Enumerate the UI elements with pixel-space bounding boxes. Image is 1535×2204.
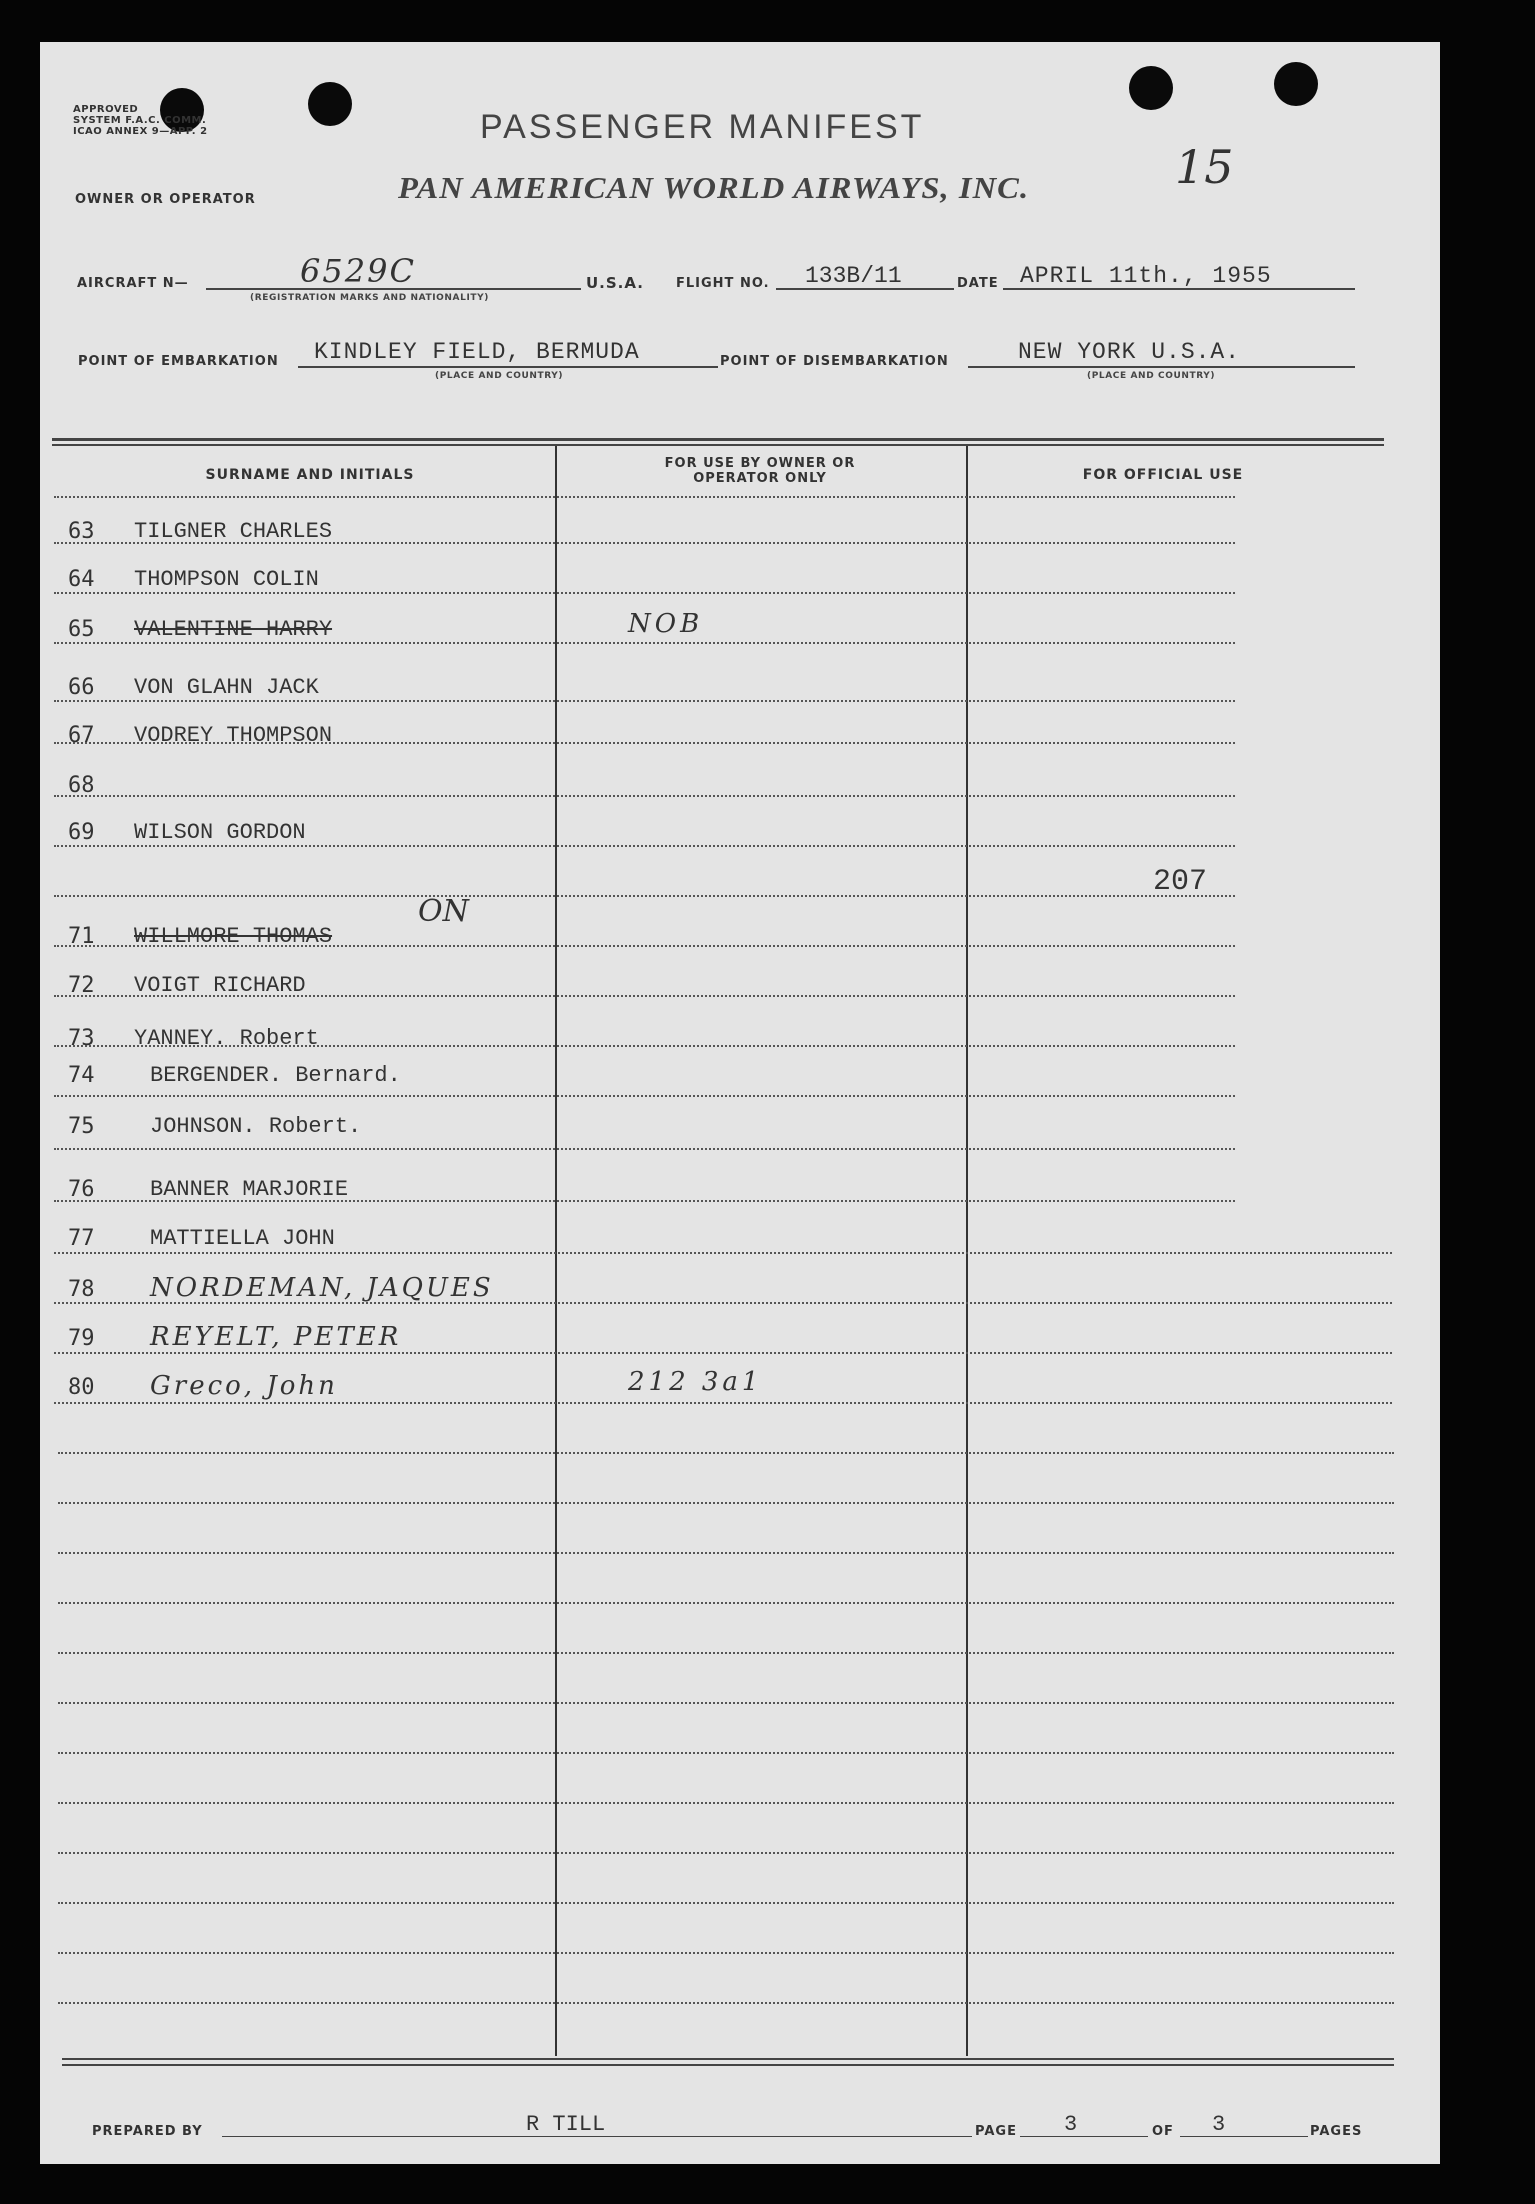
- of-label: OF: [1152, 2124, 1174, 2139]
- approval-line: SYSTEM F.A.C. COMM.: [73, 115, 207, 126]
- column-header-owner-use: FOR USE BY OWNER OR OPERATOR ONLY: [664, 456, 856, 486]
- pages-label: PAGES: [1310, 2124, 1363, 2139]
- row-number: 76: [68, 1177, 95, 1202]
- row-number: 69: [68, 820, 95, 845]
- row-number: 75: [68, 1114, 95, 1139]
- passenger-name: YANNEY. Robert: [134, 1026, 319, 1051]
- column-divider: [966, 446, 968, 2056]
- approval-line: APPROVED: [73, 104, 139, 115]
- row-rule: [58, 1902, 1394, 1904]
- prepared-by-label: PREPARED BY: [92, 2124, 203, 2139]
- disembark-caption: (PLACE AND COUNTRY): [1087, 371, 1216, 381]
- row-number: 66: [68, 675, 95, 700]
- column-divider: [555, 446, 557, 2056]
- date-label: DATE: [957, 276, 999, 291]
- column-header-surname: SURNAME AND INITIALS: [205, 467, 415, 483]
- page-label: PAGE: [975, 2124, 1017, 2139]
- date-value: APRIL 11th., 1955: [1020, 263, 1272, 289]
- row-rule: [54, 1252, 1392, 1254]
- row-number: 67: [68, 723, 95, 748]
- punch-hole: [1129, 66, 1173, 110]
- disembark-underline: [968, 366, 1355, 368]
- row-rule: [54, 592, 1235, 594]
- table-top-rule: [52, 444, 1384, 446]
- row-number: 71: [68, 924, 95, 949]
- of-underline: [1180, 2136, 1308, 2137]
- operator-note: ON: [418, 894, 469, 929]
- row-rule: [54, 1402, 1392, 1404]
- passenger-name: TILGNER CHARLES: [134, 519, 333, 544]
- punch-hole: [1274, 62, 1318, 106]
- disembark-value: NEW YORK U.S.A.: [1018, 339, 1241, 365]
- row-rule: [54, 642, 1235, 644]
- passenger-name: VON GLAHN JACK: [134, 675, 319, 700]
- embark-label: POINT OF EMBARKATION: [78, 354, 279, 369]
- passenger-name: NORDEMAN, JAQUES: [150, 1273, 494, 1303]
- row-rule: [58, 1852, 1394, 1854]
- table-bottom-rule: [62, 2058, 1394, 2060]
- passenger-name: BERGENDER. Bernard.: [150, 1063, 401, 1088]
- passenger-name: JOHNSON. Robert.: [150, 1114, 362, 1139]
- passenger-name: THOMPSON COLIN: [134, 567, 319, 592]
- corner-number: 15: [1175, 140, 1234, 194]
- passenger-name: VOIGT RICHARD: [134, 973, 306, 998]
- passenger-name: VALENTINE HARRY: [134, 617, 333, 642]
- embark-value: KINDLEY FIELD, BERMUDA: [314, 339, 640, 365]
- passenger-name: BANNER MARJORIE: [150, 1177, 349, 1202]
- page-title: PASSENGER MANIFEST: [480, 108, 925, 146]
- punch-hole: [308, 82, 352, 126]
- airline-name: PAN AMERICAN WORLD AIRWAYS, INC.: [398, 170, 1030, 205]
- row-number: 64: [68, 567, 95, 592]
- operator-note: 212 3a1: [628, 1367, 763, 1397]
- row-number: 68: [68, 773, 95, 798]
- approval-stamp: [73, 104, 208, 137]
- page-value: 3: [1064, 2112, 1078, 2137]
- table-bottom-rule: [62, 2064, 1394, 2066]
- row-number: 65: [68, 617, 95, 642]
- row-rule: [54, 496, 1235, 498]
- row-number: 78: [68, 1277, 95, 1302]
- row-rule: [58, 1502, 1394, 1504]
- operator-note: NOB: [628, 609, 704, 639]
- row-number: 73: [68, 1026, 95, 1051]
- row-rule: [54, 845, 1235, 847]
- column-header-official-use: FOR OFFICIAL USE: [1082, 467, 1244, 483]
- passenger-name: VODREY THOMPSON: [134, 723, 333, 748]
- row-rule: [54, 895, 1235, 897]
- usa-label: U.S.A.: [586, 274, 644, 292]
- row-rule: [58, 1602, 1394, 1604]
- prepared-by-value: R TILL: [526, 2112, 606, 2137]
- row-rule: [54, 795, 1235, 797]
- flight-label: FLIGHT NO.: [676, 276, 770, 291]
- row-rule: [58, 1952, 1394, 1954]
- row-number: 63: [68, 519, 95, 544]
- table-top-rule: [52, 438, 1384, 441]
- passenger-name: WILLMORE THOMAS: [134, 924, 333, 949]
- row-rule: [54, 1095, 1235, 1097]
- aircraft-label: AIRCRAFT N—: [77, 276, 189, 291]
- approval-line: ICAO ANNEX 9—APP. 2: [73, 126, 208, 137]
- row-number: 77: [68, 1226, 95, 1251]
- page-underline: [1020, 2136, 1148, 2137]
- row-rule: [58, 1552, 1394, 1554]
- row-rule: [58, 1802, 1394, 1804]
- passenger-name: WILSON GORDON: [134, 820, 306, 845]
- embark-underline: [298, 366, 718, 368]
- row-number: 72: [68, 973, 95, 998]
- embark-caption: (PLACE AND COUNTRY): [435, 371, 564, 381]
- passenger-name: REYELT, PETER: [150, 1322, 402, 1352]
- row-number: 79: [68, 1326, 95, 1351]
- row-number: 80: [68, 1375, 95, 1400]
- of-value: 3: [1212, 2112, 1226, 2137]
- aircraft-value: 6529C: [300, 252, 416, 290]
- row-number: 74: [68, 1063, 95, 1088]
- disembark-label: POINT OF DISEMBARKATION: [720, 354, 949, 369]
- row-rule: [58, 1652, 1394, 1654]
- official-use-value: 207: [1153, 865, 1208, 899]
- row-rule: [58, 1702, 1394, 1704]
- owner-label: OWNER OR OPERATOR: [75, 192, 256, 207]
- passenger-name: MATTIELLA JOHN: [150, 1226, 335, 1251]
- row-rule: [58, 2002, 1394, 2004]
- row-rule: [54, 1352, 1392, 1354]
- row-rule: [58, 1452, 1394, 1454]
- row-rule: [54, 700, 1235, 702]
- flight-value: 133B/11: [805, 263, 902, 289]
- row-rule: [54, 1148, 1235, 1150]
- passenger-name: Greco, John: [150, 1371, 338, 1401]
- registration-caption: (REGISTRATION MARKS AND NATIONALITY): [250, 293, 489, 303]
- row-rule: [58, 1752, 1394, 1754]
